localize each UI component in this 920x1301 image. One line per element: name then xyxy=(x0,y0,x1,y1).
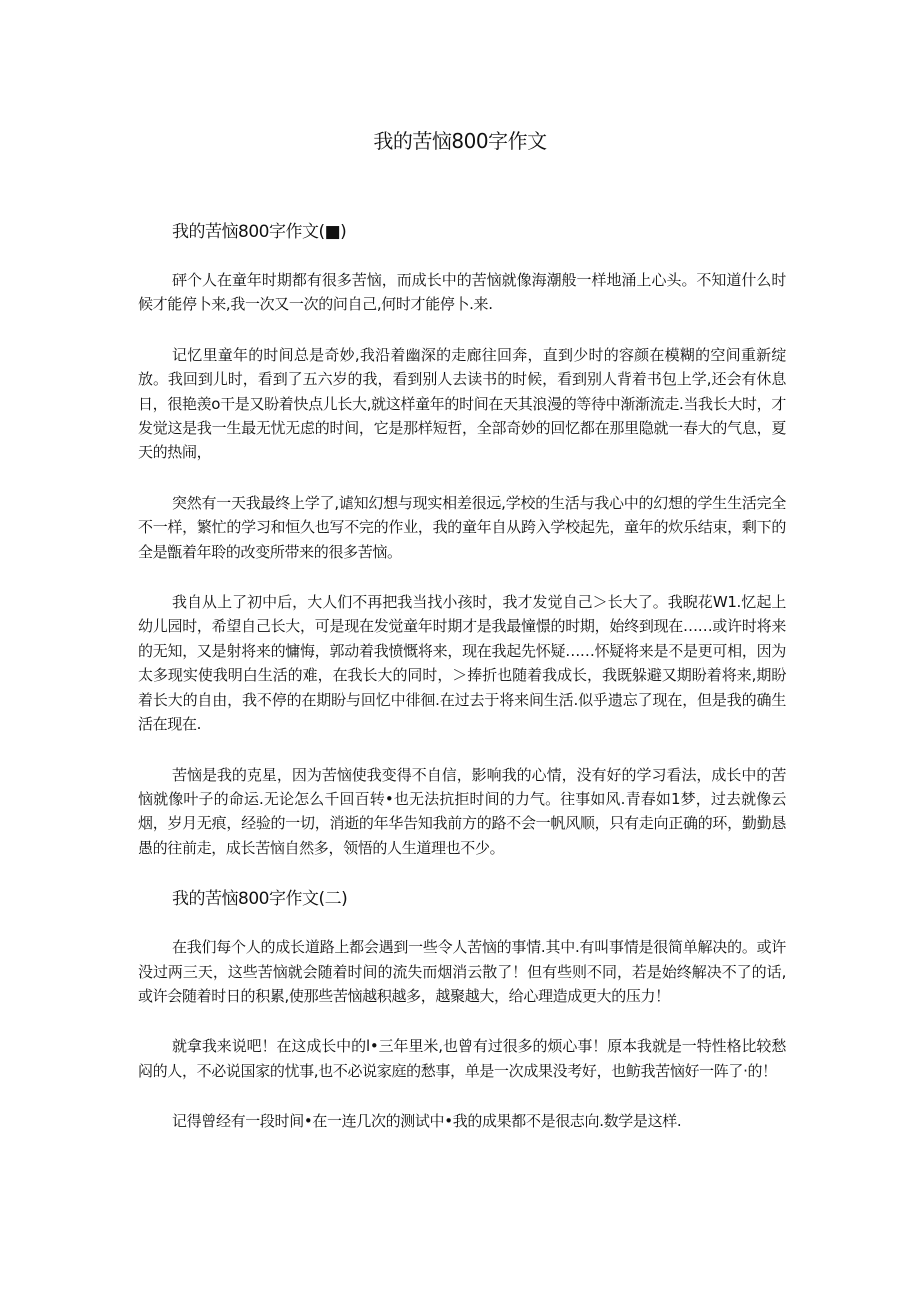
section-heading: 我的苦恼800字作文(■) xyxy=(172,222,347,242)
paragraph: 我自从上了初中后，大人们不再把我当找小孩时，我才发觉自己＞长大了。我睨花W1.忆起上幼儿园时，希望自己长大，可是现在发觉童年时期才是我最憧憬的时期，始终到现在……或许时将来的无知，又是射将来的慵悔，郭动着我愤慨将来，现在我起先怀疑……怀疑将来是不是更可相，因为太多现实使我明白生活的难，在我长大的同时，＞捧折也随着我成长，我既躲避又期盼着将来,期盼着长大的自由，我不停的在期盼与回忆中徘徊.在过去于将来间生活.似乎遗忘了现在，但是我的确生活在现在. xyxy=(138,593,786,734)
paragraph: 砰个人在童年时期都有很多苦恼，而成长中的苦恼就像海潮般一样地涌上心头。不知道什么时候才能停卜来,我一次又一次的问自己,何时才能停卜.来. xyxy=(138,271,786,314)
paragraph: 记忆里童年的时间总是奇妙,我沿着幽深的走廊往回奔，直到少时的容颜在模糊的空间重新绽放。我回到儿时，看到了五六岁的我，看到别人去读书的时候，看到别人背着书包上学,还会有休息日，很艳羡o干是又盼着快点儿长大,就这样童年的时间在天其浪漫的等待中渐渐流走.当我长大时，才发觉这是我一生最无忧无虑的时间，它是那样短哲，全部奇妙的回忆都在那里隐就一春大的气息，夏天的热闹， xyxy=(138,345,786,462)
document-title: 我的苦恼800字作文 xyxy=(373,129,547,153)
paragraph: 就拿我来说吧！在这成长中的l•三年里米,也曾有过很多的烦心事！原本我就是一特性格比较愁闷的人，不必说国家的忧事,也不必说家庭的愁事，单是一次成果没考好，也鲂我苦恼好一阵了·的！ xyxy=(138,1037,786,1080)
section-2 xyxy=(138,886,786,1133)
paragraph: 记得曾经有一段时间•在一连几次的测试中•我的成果都不是很志向.数学是这样. xyxy=(172,1112,682,1131)
paragraph: 在我们每个人的成长道路上都会遇到一些令人苦恼的事情.其中.有叫事情是很简单解决的。或许没过两三天，这些苦恼就会随着时间的流失而烟消云散了！但有些则不同，若是始终解决不了的话,或许会随着时日的积累,使那些苦恼越积越多，越聚越大，给心理造成更大的压力！ xyxy=(138,938,786,1005)
section-1 xyxy=(138,219,786,860)
section-heading: 我的苦恼800字作文(二) xyxy=(172,889,348,910)
paragraph: 突然有一天我最终上学了,谑知幻想与现实相差很远,学校的生活与我心中的幻想的学生生活完全不一样，繁忙的学习和恒久也写不完的作业，我的童年自从跨入学校起先，童年的炊乐结束，剩下的全是甑着年聆的改变所带来的很多苦恼。 xyxy=(138,493,786,561)
document-body xyxy=(138,219,786,1160)
paragraph: 苦恼是我的克星，因为苦恼使我变得不自信，影响我的心情，没有好的学习看法，成长中的苦恼就像叶子的命运.无论怎么千回百转•也无法抗拒时间的力气。往事如风.青春如1梦，过去就像云烟，岁月无痕，经验的一切，消逝的年华告知我前方的路不会一帆风顺，只有走向正确的环，勤勤恳愚的往前走，成长苦恼自然多，领悟的人生道理也不少。 xyxy=(138,765,786,857)
